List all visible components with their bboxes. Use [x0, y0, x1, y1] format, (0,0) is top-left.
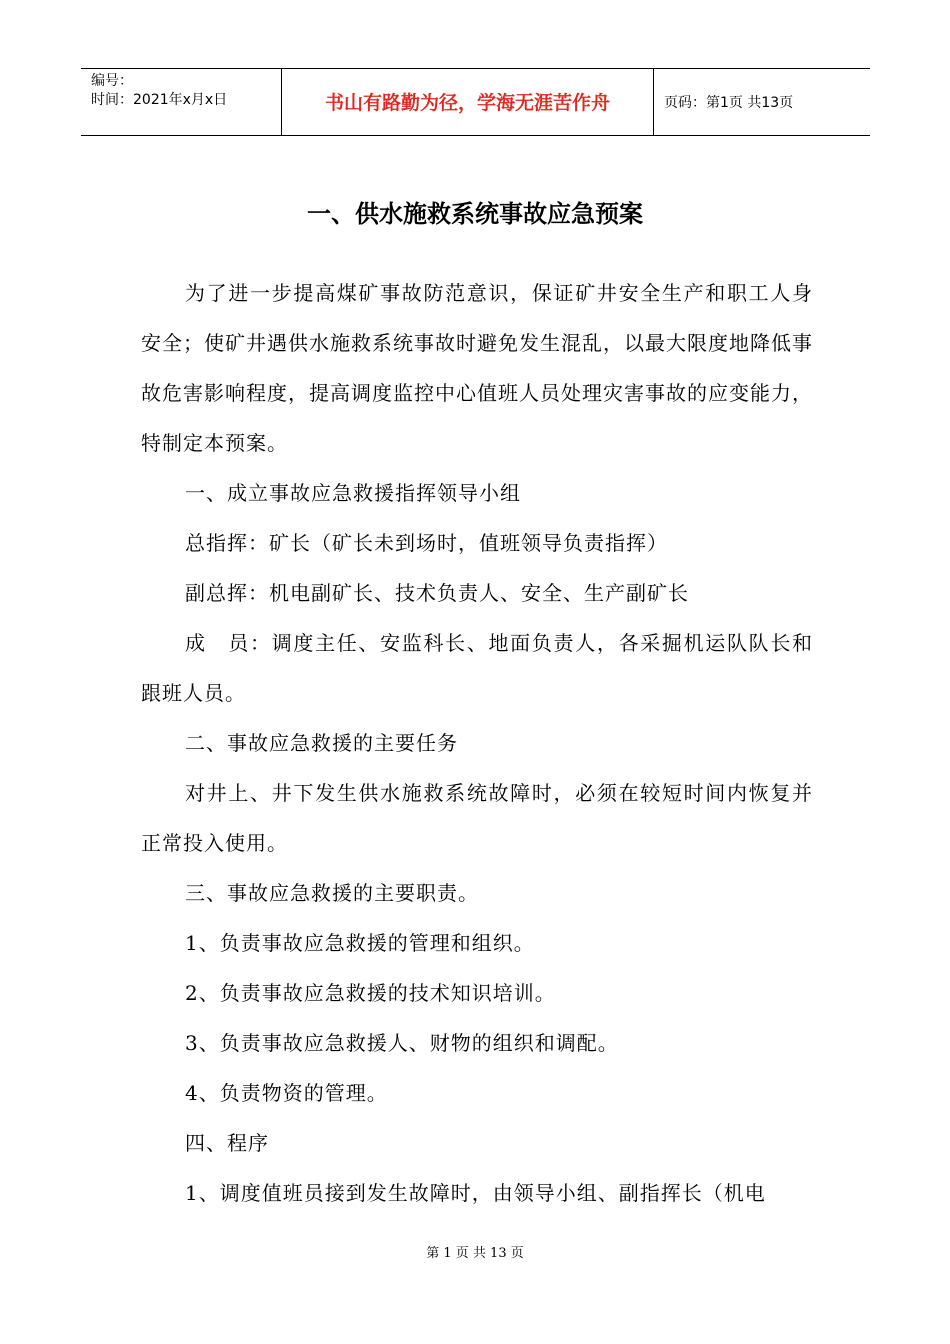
header-info-cell: [81, 69, 281, 135]
commander-line: 总指挥：矿长（矿长未到场时，值班领导负责指挥）: [185, 531, 668, 555]
page-footer: 第 1 页 共 13 页: [426, 1246, 524, 1261]
header-page-cell: [654, 69, 870, 135]
header-motto-cell: [281, 69, 654, 135]
duty-item-1: 1、负责事故应急救援的管理和组织。: [185, 931, 535, 955]
time-label: 时间：2021年x月x日: [91, 92, 228, 108]
document-title: 一、供水施救系统事故应急预案: [307, 200, 643, 228]
deputy-commander-line: 副总挥：机电副矿长、技术负责人、安全、生产副矿长: [185, 581, 689, 605]
duty-item-3: 3、负责事故应急救援人、财物的组织和调配。: [185, 1031, 619, 1055]
procedure-item-1: 1、调度值班员接到发生故障时，由领导小组、副指挥长（机电: [185, 1181, 766, 1205]
header-table: [81, 68, 870, 136]
main-tasks-paragraph: 对井上、井下发生供水施救系统故障时，必须在较短时间内恢复并正常投入使用。: [141, 781, 813, 855]
section-heading-main-duties: 三、事故应急救援的主要职责。: [185, 881, 479, 905]
motto-text: 书山有路勤为径，学海无涯苦作舟: [324, 92, 610, 114]
section-heading-command-group: 一、成立事故应急救援指挥领导小组: [185, 481, 521, 505]
page-code-label: 页码：第1页 共13页: [664, 95, 794, 111]
section-heading-main-tasks: 二、事故应急救援的主要任务: [185, 731, 458, 755]
section-heading-procedure: 四、程序: [185, 1131, 269, 1155]
duty-item-4: 4、负责物资的管理。: [185, 1081, 388, 1105]
serial-number-label: 编号：: [91, 73, 133, 89]
members-paragraph: 成 员：调度主任、安监科长、地面负责人，各采掘机运队队长和跟班人员。: [141, 631, 813, 705]
duty-item-2: 2、负责事故应急救援的技术知识培训。: [185, 981, 556, 1005]
intro-paragraph: 为了进一步提高煤矿事故防范意识，保证矿井安全生产和职工人身安全；使矿井遇供水施救系统事故时避免发生混乱，以最大限度地降低事故危害影响程度，提高调度监控中心值班人员处理灾害事故的应变能力，特制定本预案。: [141, 281, 813, 455]
